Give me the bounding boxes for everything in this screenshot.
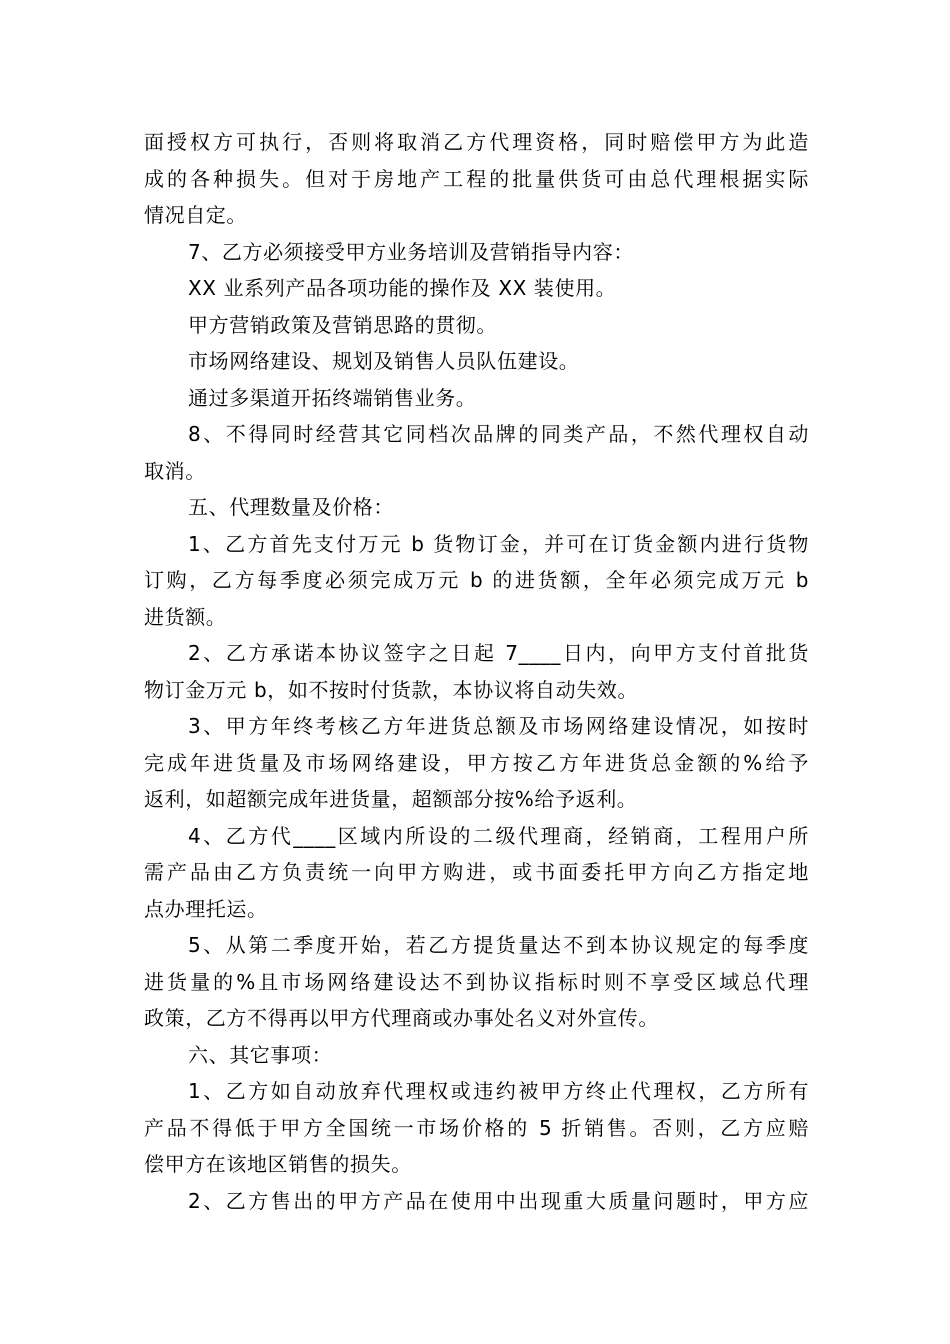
text-line: 完成年进货量及市场网络建设，甲方按乙方年进货总金额的%给予 (144, 750, 809, 775)
text-line: 4、乙方代____区域内所设的二级代理商，经销商，工程用户所 (188, 823, 809, 848)
text-line: 面授权方可执行，否则将取消乙方代理资格，同时赔偿甲方为此造 (144, 130, 809, 154)
text-line: XX 业系列产品各项功能的操作及 XX 装使用。 (188, 276, 617, 300)
text-line: 1、乙方如自动放弃代理权或违约被甲方终止代理权，乙方所有 (188, 1079, 809, 1103)
text-line: 3、甲方年终考核乙方年进货总额及市场网络建设情况，如按时 (188, 714, 809, 738)
text-line: 进货额。 (144, 604, 227, 629)
text-line: 2、乙方承诺本协议签字之日起 7____日内，向甲方支付首批货 (188, 641, 809, 665)
text-line: 通过多渠道开拓终端销售业务。 (188, 385, 477, 410)
text-line: 7、乙方必须接受甲方业务培训及营销指导内容： (188, 239, 634, 264)
text-line: 需产品由乙方负责统一向甲方购进，或书面委托甲方向乙方指定地 (144, 860, 809, 884)
text-line: 物订金万元 b，如不按时付货款，本协议将自动失效。 (144, 677, 639, 702)
text-line: 返利，如超额完成年进货量，超额部分按%给予返利。 (144, 787, 638, 811)
text-line: 偿甲方在该地区销售的损失。 (144, 1152, 412, 1176)
text-line: 甲方营销政策及营销思路的贯彻。 (188, 312, 497, 337)
text-line: 成的各种损失。但对于房地产工程的批量供货可由总代理根据实际 (144, 166, 809, 191)
text-line: 点办理托运。 (144, 896, 268, 921)
text-line: 五、代理数量及价格： (188, 495, 394, 519)
text-line: 5、从第二季度开始，若乙方提货量达不到本协议规定的每季度 (188, 933, 809, 957)
document-body (144, 124, 809, 1219)
text-line: 进货量的%且市场网络建设达不到协议指标时则不享受区域总代理 (144, 969, 809, 994)
text-line: 2、乙方售出的甲方产品在使用中出现重大质量问题时，甲方应 (188, 1188, 809, 1213)
text-line: 市场网络建设、规划及销售人员队伍建设。 (188, 349, 580, 373)
text-line: 情况自定。 (144, 203, 247, 227)
text-line: 1、乙方首先支付万元 b 货物订金，并可在订货金额内进行货物 (188, 531, 809, 556)
text-line: 产品不得低于甲方全国统一市场价格的 5 折销售。否则，乙方应赔 (144, 1115, 809, 1140)
text-line: 取消。 (144, 458, 206, 483)
text-line: 政策，乙方不得再以甲方代理商或办事处名义对外宣传。 (144, 1006, 659, 1030)
text-line: 8、不得同时经营其它同档次品牌的同类产品，不然代理权自动 (188, 422, 809, 446)
text-line: 订购，乙方每季度必须完成万元 b 的进货额，全年必须完成万元 b (144, 568, 809, 592)
text-line: 六、其它事项： (188, 1042, 333, 1067)
